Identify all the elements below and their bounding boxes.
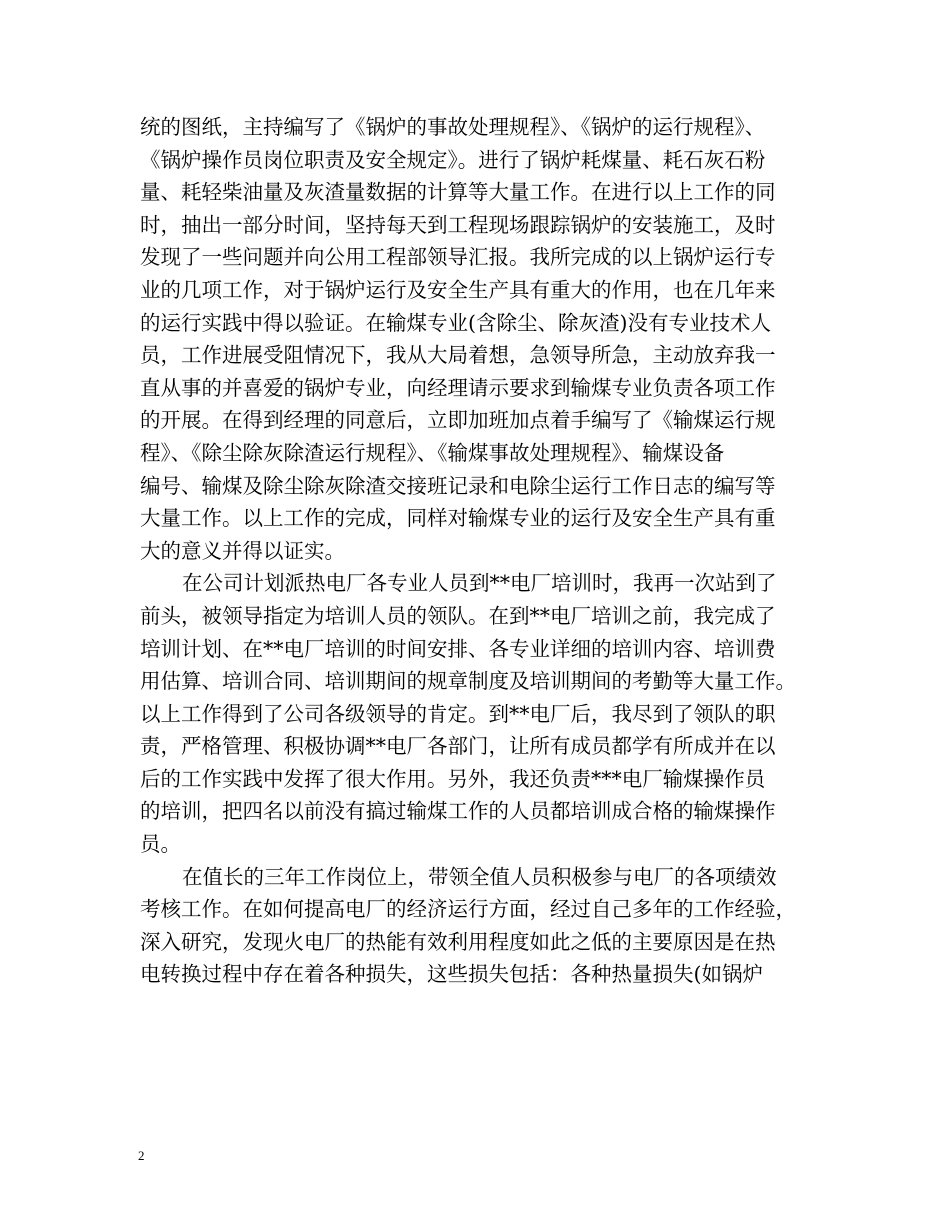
text-line: 用估算、培训合同、培训期间的规章制度及培训期间的考勤等大量工作。 <box>140 669 796 694</box>
text-line: 以上工作得到了公司各级领导的肯定。到**电厂后，我尽到了领队的职 <box>140 701 776 726</box>
text-line: 大的意义并得以证实。 <box>140 538 345 563</box>
page-number: 2 <box>138 1148 145 1163</box>
text-line: 培训计划、在**电厂培训的时间安排、各专业详细的培训内容、培训费 <box>140 636 776 661</box>
paragraph-1 <box>140 111 815 567</box>
text-line: 的运行实践中得以验证。在输煤专业(含除尘、除灰渣)没有专业技术人 <box>140 310 771 335</box>
text-line: 在值长的三年工作岗位上，带领全值人员积极参与电厂的各项绩效 <box>182 864 777 889</box>
text-line: 大量工作。以上工作的完成，同样对输煤专业的运行及安全生产具有重 <box>140 506 776 531</box>
text-line: 在公司计划派热电厂各专业人员到**电厂培训时，我再一次站到了 <box>182 571 777 596</box>
text-line: 统的图纸，主持编写了《锅炉的事故处理规程》、《锅炉的运行规程》、 <box>140 115 766 139</box>
text-line: 直从事的并喜爱的锅炉专业，向经理请示要求到输煤专业负责各项工作 <box>140 375 776 400</box>
text-line: 的培训，把四名以前没有搞过输煤工作的人员都培训成合格的输煤操作 <box>140 799 776 824</box>
text-line: 业的几项工作，对于锅炉运行及安全生产具有重大的作用，也在几年来 <box>140 277 776 302</box>
text-line: 深入研究，发现火电厂的热能有效利用程度如此之低的主要原因是在热 <box>140 929 776 954</box>
text-line: 后的工作实践中发挥了很大作用。另外，我还负责***电厂输煤操作员 <box>140 766 766 791</box>
text-line: 程》、《除尘除灰除渣运行规程》、《输煤事故处理规程》、输煤设备 <box>140 440 725 465</box>
text-line: 电转换过程中存在着各种损失，这些损失包括：各种热量损失(如锅炉 <box>140 962 763 987</box>
text-line: 责，严格管理、积极协调**电厂各部门，让所有成员都学有所成并在以 <box>140 734 776 759</box>
text-line: 考核工作。在如何提高电厂的经济运行方面，经过自己多年的工作经验， <box>140 897 796 922</box>
text-line: 编号、输煤及除尘除灰除渣交接班记录和电除尘运行工作日志的编写等 <box>140 473 776 498</box>
text-line: 《锅炉操作员岗位职责及安全规定》。进行了锅炉耗煤量、耗石灰石粉 <box>140 147 766 172</box>
text-line: 量、耗轻柴油量及灰渣量数据的计算等大量工作。在进行以上工作的同 <box>140 180 776 205</box>
text-line: 前头，被领导指定为培训人员的领队。在到**电厂培训之前，我完成了 <box>140 603 776 628</box>
paragraph-2 <box>140 567 815 860</box>
document-body <box>140 111 815 991</box>
text-line: 员。 <box>140 832 181 857</box>
text-line: 时，抽出一部分时间，坚持每天到工程现场跟踪锅炉的安装施工，及时 <box>140 212 776 237</box>
text-line: 员，工作进展受阻情况下，我从大局着想，急领导所急，主动放弃我一 <box>140 343 776 368</box>
text-line: 发现了一些问题并向公用工程部领导汇报。我所完成的以上锅炉运行专 <box>140 245 776 270</box>
text-line: 的开展。在得到经理的同意后，立即加班加点着手编写了《输煤运行规 <box>140 408 776 433</box>
paragraph-3 <box>140 861 815 991</box>
